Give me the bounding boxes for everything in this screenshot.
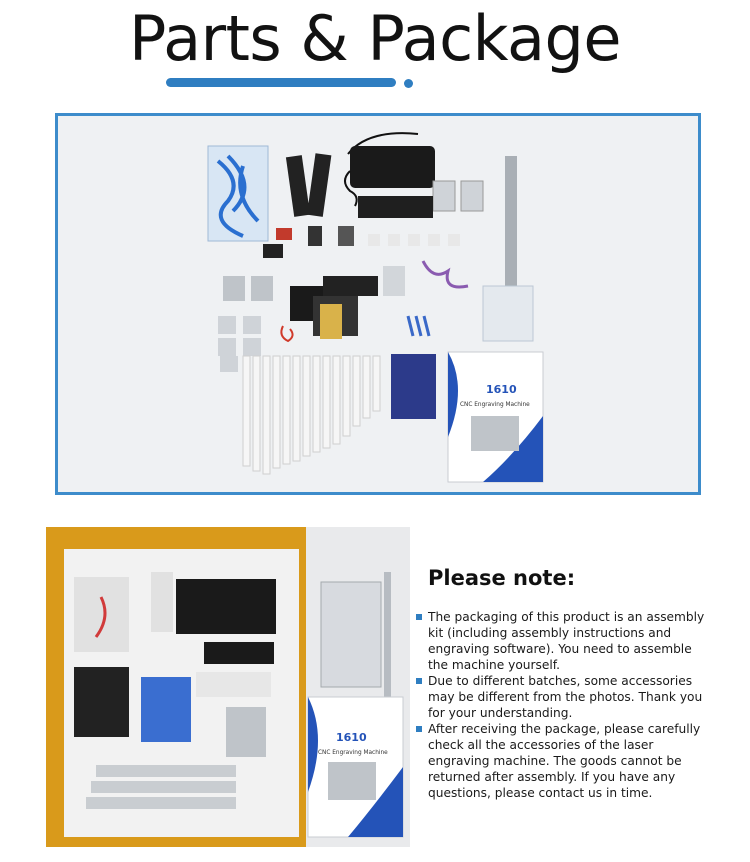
aluminum-plate [321, 582, 381, 687]
power-adapter [345, 133, 435, 206]
notice-item [414, 721, 714, 801]
svg-text:CNC Engraving Machine: CNC Engraving Machine [460, 402, 530, 408]
box-rails [86, 765, 236, 809]
usb-cable [208, 146, 268, 241]
aluminum-profiles [243, 356, 380, 474]
screws [408, 286, 533, 341]
nut-bag [383, 266, 405, 296]
bullet-icon [416, 614, 422, 620]
cables [423, 261, 468, 287]
svg-text:CNC Engraving Machine: CNC Engraving Machine [318, 750, 388, 756]
notice-item [414, 673, 714, 721]
bullet-icon [416, 726, 422, 732]
package-photo [46, 527, 410, 847]
svg-text:1610: 1610 [486, 383, 517, 396]
bracket-right [461, 181, 483, 211]
title-underline [166, 78, 396, 87]
notice-item [414, 609, 714, 673]
manual-outside [308, 697, 403, 837]
belt-clips [286, 153, 331, 217]
bullet-icon [416, 678, 422, 684]
small-parts [263, 226, 460, 258]
notice-list [414, 609, 714, 801]
notice-title: Please note: [428, 566, 576, 590]
page-title: Parts & Package [129, 2, 621, 75]
bracket-left [433, 181, 455, 211]
parts-illustration [58, 116, 698, 492]
svg-text:1610: 1610 [336, 731, 367, 744]
notice-text: Due to different batches, some accessories may be different from the photos. Thank you for your understanding. [428, 674, 703, 720]
rod-pair [384, 572, 391, 697]
parts-photo [55, 113, 701, 495]
notice-text: After receiving the package, please carefully check all the accessories of the laser engraving machine. The goods cannot be returned after assembly. If you have any questions, please contact us in time. [428, 722, 701, 800]
title-underline-dot [404, 79, 413, 88]
package-illustration [46, 527, 410, 847]
notice-text: The packaging of this product is an assembly kit (including assembly instructions and engraving software). You need to assemble the machine yourself. [428, 610, 705, 672]
spindle-motor [281, 276, 378, 341]
y-axis-block [358, 196, 433, 218]
control-board [391, 354, 436, 419]
manual [448, 352, 543, 482]
